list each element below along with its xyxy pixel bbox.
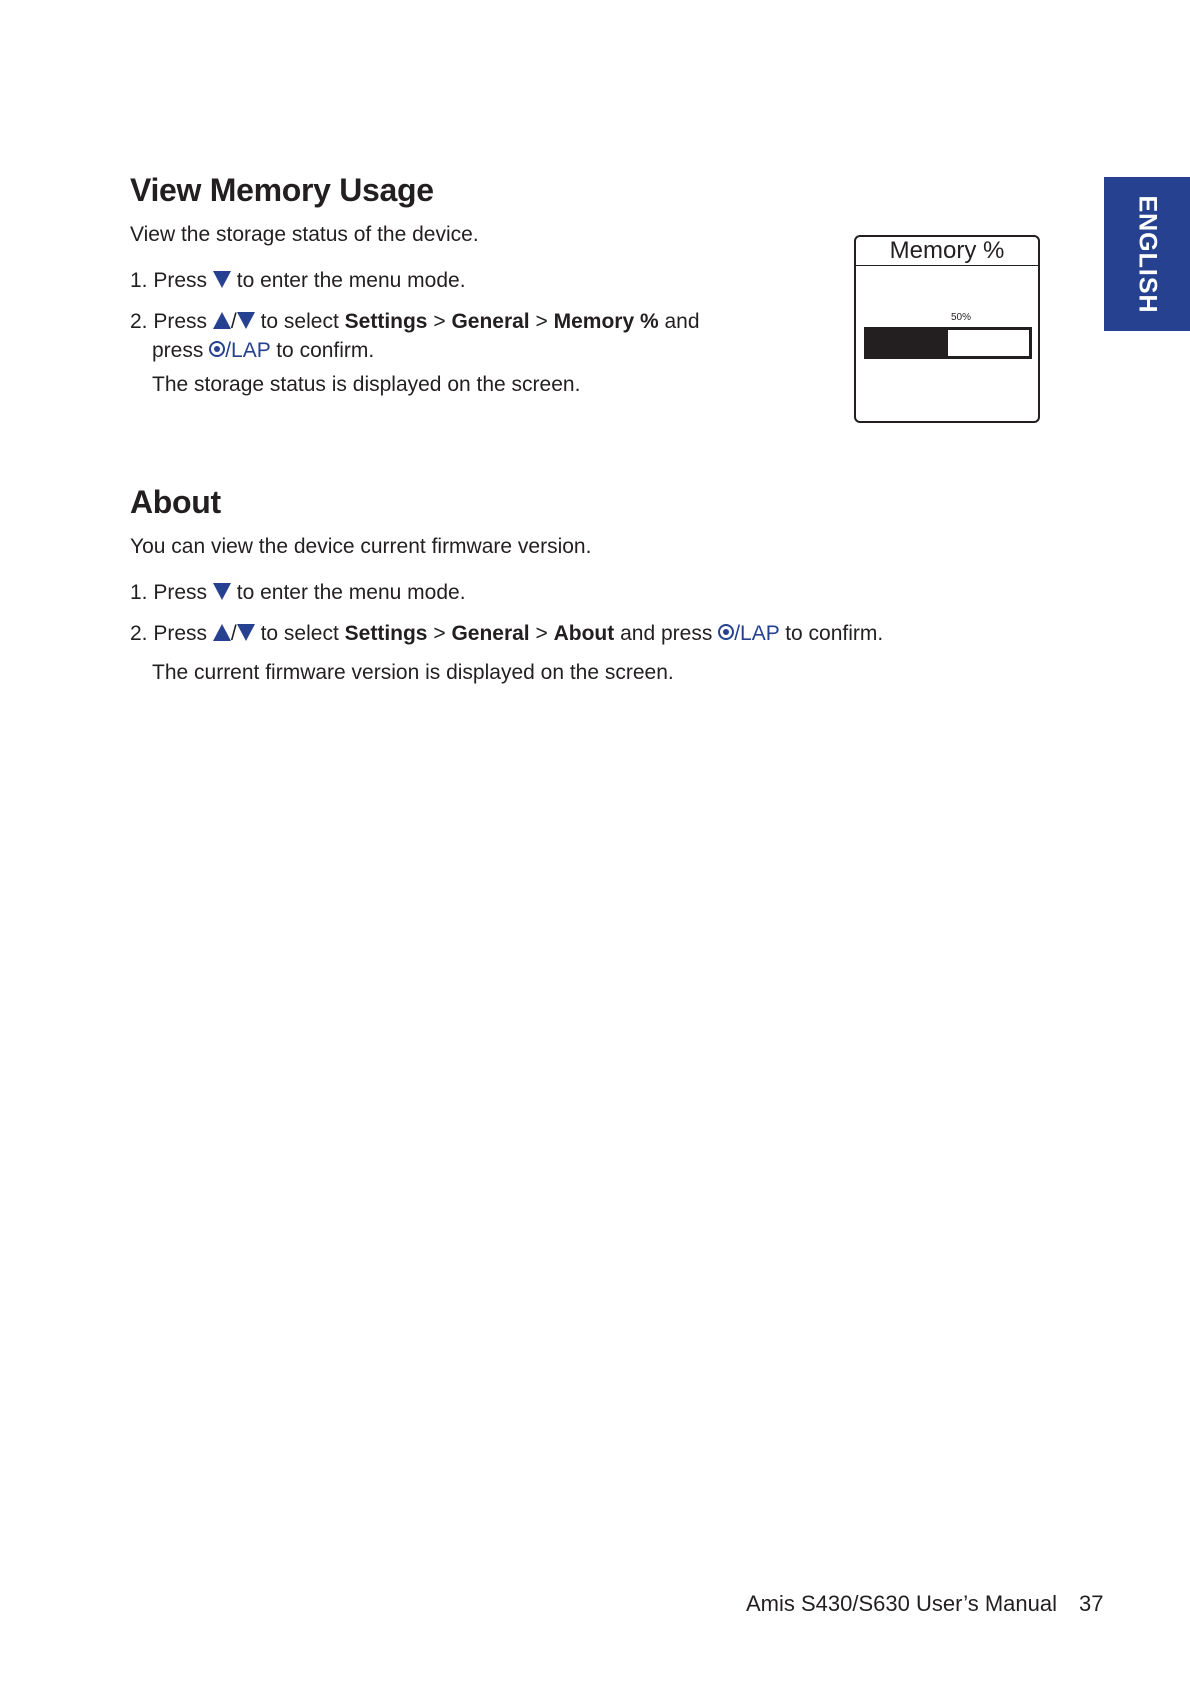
memory-intro: View the storage status of the device. bbox=[130, 223, 479, 246]
menu-general: General bbox=[451, 622, 530, 645]
manual-title: Amis S430/S630 User’s Manual bbox=[746, 1591, 1058, 1616]
memory-result: The storage status is displayed on the screen. bbox=[152, 373, 581, 396]
device-screen bbox=[854, 235, 1040, 423]
memory-percent-label: 50% bbox=[951, 312, 972, 323]
language-tab-label: ENGLISH bbox=[1133, 194, 1162, 314]
memory-step-2-cont: press /LAP to confirm. bbox=[152, 339, 375, 362]
memory-usage-bar-fill bbox=[867, 330, 948, 356]
device-screen-title: Memory % bbox=[856, 237, 1038, 266]
ok-button-icon bbox=[209, 341, 225, 357]
memory-step-2: 2. Press / to select Settings > General > Memory % and bbox=[130, 310, 700, 333]
page-number: 37 bbox=[1079, 1591, 1104, 1616]
about-intro: You can view the device current firmware version. bbox=[130, 535, 592, 558]
up-arrow-icon bbox=[213, 312, 231, 329]
menu-memory: Memory % bbox=[553, 310, 659, 333]
down-arrow-icon bbox=[213, 583, 231, 600]
page-footer bbox=[746, 1591, 1104, 1617]
down-arrow-icon bbox=[213, 271, 231, 288]
about-result: The current firmware version is displayed on the screen. bbox=[152, 661, 674, 684]
menu-settings: Settings bbox=[344, 622, 428, 645]
about-step-1: 1. Press to enter the menu mode. bbox=[130, 581, 466, 604]
menu-settings: Settings bbox=[344, 310, 428, 333]
memory-section-title: View Memory Usage bbox=[130, 172, 434, 208]
about-section-title: About bbox=[130, 484, 221, 520]
lap-button-label: LAP bbox=[231, 339, 271, 362]
about-step-2: 2. Press / to select Settings > General > About and press /LAP to confirm. bbox=[130, 622, 884, 645]
ok-button-icon bbox=[718, 624, 734, 640]
down-arrow-icon bbox=[237, 624, 255, 641]
memory-usage-bar bbox=[864, 327, 1032, 359]
down-arrow-icon bbox=[237, 312, 255, 329]
menu-about: About bbox=[553, 622, 615, 645]
menu-general: General bbox=[451, 310, 530, 333]
up-arrow-icon bbox=[213, 624, 231, 641]
memory-step-1: 1. Press to enter the menu mode. bbox=[130, 269, 466, 292]
language-tab bbox=[1104, 177, 1190, 331]
lap-button-label: LAP bbox=[740, 622, 780, 645]
